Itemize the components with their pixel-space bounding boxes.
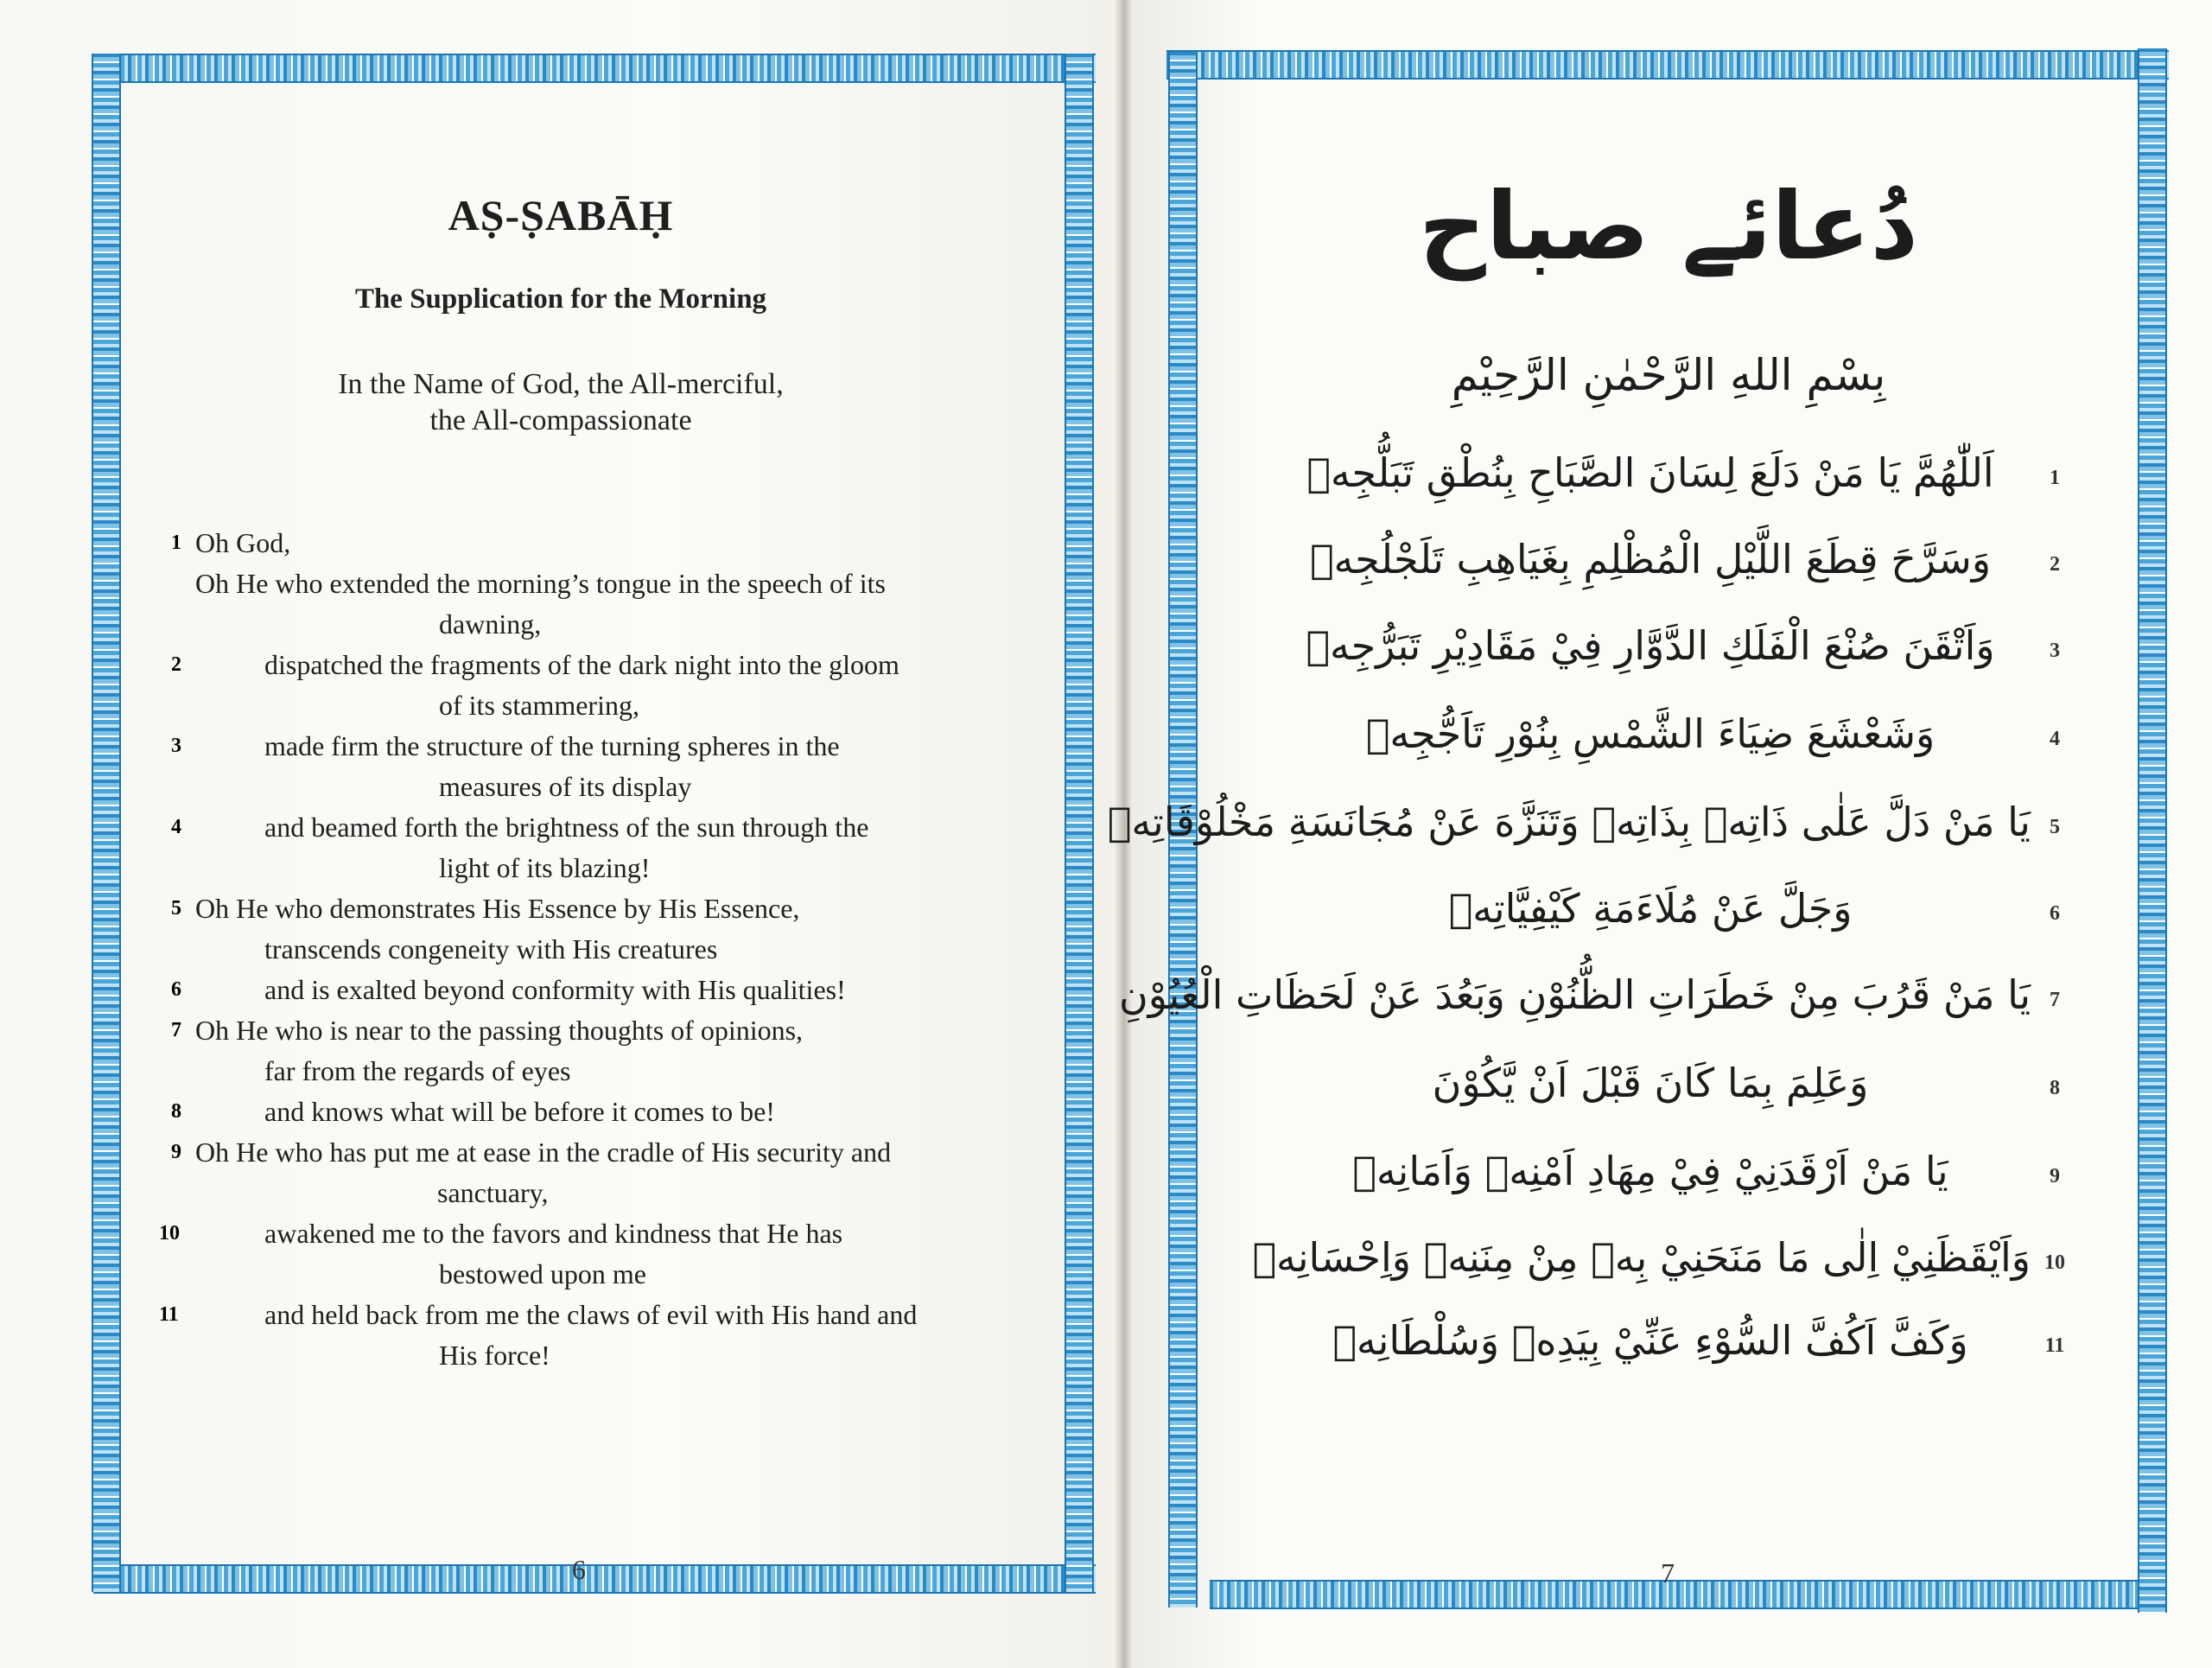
verse-line: transcends congeneity with His creatures: [264, 933, 718, 965]
verse-number: 8: [171, 1100, 181, 1123]
arabic-verse-line: يَا مَنْ قَرُبَ مِنْ خَطَرَاتِ الظُّنُوْنِ وَبَعُدَ عَنْ لَحَظَاتِ الْعُيُوْنِ: [1119, 971, 2031, 1018]
verse-line: sanctuary,: [437, 1177, 549, 1208]
left-border-top: [93, 54, 1096, 83]
verse-number: 7: [171, 1019, 181, 1041]
left-border-bottom: [93, 1564, 1096, 1594]
verse-line: of its stammering,: [439, 690, 639, 721]
right-border-bottom: [1210, 1580, 2152, 1609]
verse-number: 1: [171, 532, 181, 554]
verse-line: Oh He who has put me at ease in the cradle of His security and: [195, 1136, 892, 1168]
verse-line: dispatched the fragments of the dark night into the gloom: [264, 649, 899, 680]
verse-line: light of its blazing!: [439, 852, 651, 883]
verse-line: bestowed upon me: [439, 1258, 646, 1289]
page-subtitle: The Supplication for the Morning: [354, 283, 767, 315]
arabic-verse-number: 4: [2050, 728, 2060, 750]
verse-line: far from the regards of eyes: [264, 1055, 571, 1086]
verse-number: 5: [171, 897, 181, 920]
arabic-bismillah: بِسْمِ اللهِ الرَّحْمٰنِ الرَّحِيْمِ: [1451, 350, 1886, 400]
verse-line: measures of its display: [439, 771, 692, 802]
verse-line: and held back from me the claws of evil with His hand and: [264, 1299, 918, 1330]
verse-line: dawning,: [439, 608, 542, 640]
verse-line: Oh He who is near to the passing thoughts of opinions,: [195, 1015, 804, 1046]
arabic-verse-line: يَا مَنْ دَلَّ عَلٰى ذَاتِهٖ بِذَاتِهٖ وَتَنَزَّهَ عَنْ مُجَانَسَةِ مَخْلُوْقَاتِهٖ: [1107, 799, 2031, 845]
arabic-verse-line: يَا مَنْ اَرْقَدَنِيْ فِيْ مِهَادِ اَمْنِهٖ وَاَمَانِهٖ: [1352, 1148, 1948, 1194]
arabic-verse-number: 6: [2050, 902, 2060, 925]
verse-number: 3: [171, 735, 181, 757]
arabic-verse-line: وَاَتْقَنَ صُنْعَ الْفَلَكِ الدَّوَّارِ فِيْ مَقَادِيْرِ تَبَرُّجِهٖ: [1306, 622, 1995, 669]
arabic-verse-number: 10: [2044, 1251, 2065, 1274]
arabic-verse-number: 5: [2050, 816, 2060, 838]
arabic-verse-number: 7: [2050, 989, 2060, 1011]
arabic-verse-number: 8: [2050, 1077, 2060, 1099]
verse-number: 6: [171, 978, 181, 1001]
arabic-verse-number: 3: [2050, 640, 2060, 662]
arabic-verse-line: وَشَعْشَعَ ضِيَاءَ الشَّمْسِ بِنُوْرِ تَاَجُّجِهٖ: [1365, 710, 1936, 757]
arabic-title: دُعائے صباح: [1418, 173, 1919, 281]
verse-number: 9: [171, 1141, 181, 1163]
arabic-verse-line: وَجَلَّ عَنْ مُلَاءَمَةِ كَيْفِيَّاتِهٖ: [1448, 885, 1853, 932]
right-border-top: [1166, 50, 2169, 80]
verse-line: and is exalted beyond conformity with His qualities!: [264, 974, 846, 1005]
verse-line: and beamed forth the brightness of the sun through the: [264, 812, 869, 843]
verse-line: Oh God,: [195, 527, 291, 558]
verse-line: and knows what will be before it comes to be!: [264, 1096, 775, 1127]
arabic-verse-line: وَاَيْقَظَنِيْ اِلٰى مَا مَنَحَنِيْ بِهٖ مِنْ مِنَنِهٖ وَاِحْسَانِهٖ: [1252, 1234, 2031, 1281]
arabic-verse-number: 9: [2050, 1165, 2060, 1187]
verse-number: 11: [159, 1303, 179, 1326]
arabic-verse-line: وَعَلِمَ بِمَا كَانَ قَبْلَ اَنْ يَّكُوْنَ: [1432, 1060, 1869, 1106]
verse-number: 10: [159, 1222, 180, 1245]
page-number-left: 6: [572, 1554, 586, 1585]
verse-line: awakened me to the favors and kindness that He has: [264, 1218, 843, 1249]
page-title: AṢ-ṢABĀḤ: [448, 191, 674, 239]
verse-line: made firm the structure of the turning spheres in the: [264, 730, 840, 761]
verse-number: 2: [171, 653, 181, 676]
verse-line: His force!: [439, 1340, 550, 1371]
verse-line: Oh He who extended the morning’s tongue in the speech of its: [195, 568, 886, 599]
right-border-right: [2138, 48, 2167, 1613]
arabic-verse-number: 2: [2050, 553, 2060, 576]
arabic-verse-number: 1: [2050, 467, 2060, 489]
arabic-verse-line: وَسَرَّحَ قِطَعَ اللَّيْلِ الْمُظْلِمِ بِغَيَاهِبِ تَلَجْلُجِهٖ: [1309, 536, 1992, 583]
bismillah-translation: [0, 366, 1122, 439]
bismillah-line: In the Name of God, the All-merciful,: [338, 368, 784, 400]
verse-line: Oh He who demonstrates His Essence by His Essence,: [195, 893, 800, 924]
page-number-right: 7: [1661, 1557, 1675, 1588]
arabic-verse-number: 11: [2044, 1334, 2065, 1357]
arabic-verse-line: وَكَفَّ اَكُفَّ السُّوْءِ عَنِّيْ بِيَدِهٖ وَسُلْطَانِهٖ: [1332, 1317, 1968, 1364]
arabic-verse-line: اَللّٰهُمَّ يَا مَنْ دَلَعَ لِسَانَ الصَّبَاحِ بِنُطْقِ تَبَلُّجِهٖ: [1306, 449, 1994, 496]
verse-number: 4: [171, 816, 181, 838]
bismillah-line: the All-compassionate: [429, 404, 692, 436]
